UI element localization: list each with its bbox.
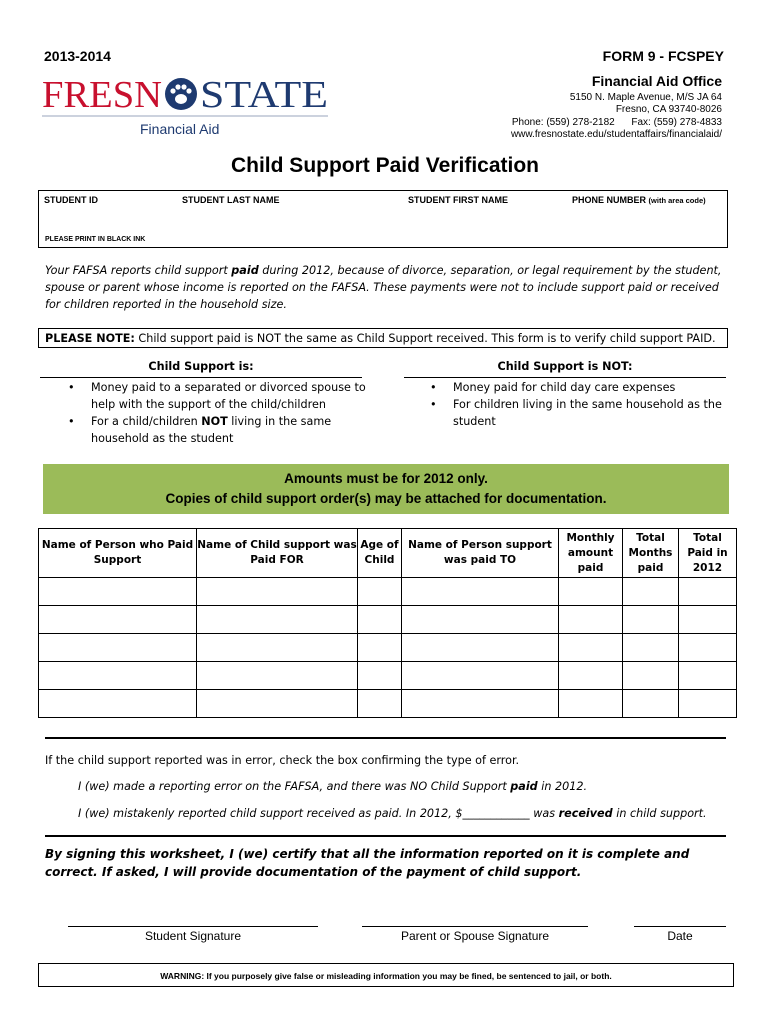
warning-box: WARNING: If you purposely give false or misleading information you may be fined, be sentenced to jail, or both. [38, 963, 734, 987]
website-link[interactable]: www.fresnostate.edu/studentaffairs/financialaid/ [510, 128, 722, 140]
page-title: Child Support Paid Verification [230, 154, 540, 177]
intro-paragraph: Your FAFSA reports child support paid during 2012, because of divorce, separation, or legal requirement by the student, spouse or parent whose income is reported on the FAFSA. These payments were not to include support paid or received for children reported in the household size. [45, 264, 722, 311]
error-option-no-support[interactable]: I (we) made a reporting error on the FAFSA, and there was NO Child Support paid in 2012. [78, 780, 588, 793]
student-signature-label: Student Signature [144, 929, 242, 943]
office-title: Financial Aid Office [591, 73, 722, 89]
col-header-payer: Name of Person who Paid Support [39, 529, 197, 578]
logo-text-right: STATE [200, 74, 328, 116]
phone-number-label [572, 195, 706, 205]
banner-line-2: Copies of child support order(s) may be attached for documentation. [165, 491, 607, 506]
child-support-not-heading: Child Support is NOT: [497, 360, 633, 373]
error-intro: If the child support reported was in error, check the box confirming the type of error. [45, 754, 520, 767]
table-row[interactable] [39, 690, 737, 718]
logo-subtitle: Financial Aid [140, 121, 220, 137]
col-header-total: Total Paid in 2012 [679, 529, 737, 578]
banner-line-1: Amounts must be for 2012 only. [284, 471, 488, 486]
paw-icon [165, 78, 197, 110]
col-header-recipient: Name of Person support was paid TO [402, 529, 559, 578]
col-header-monthly: Monthly amount paid [559, 529, 623, 578]
address-line-1: 5150 N. Maple Avenue, M/S JA 64 [569, 92, 722, 103]
phone-fax: Phone: (559) 278-2182 Fax: (559) 278-4833 [511, 116, 722, 128]
table-row[interactable] [39, 578, 737, 606]
logo-text-left: FRESN [42, 74, 162, 116]
student-last-name-label: STUDENT LAST NAME [182, 195, 280, 205]
divider [45, 835, 726, 837]
child-support-is-heading: Child Support is: [148, 360, 254, 373]
table-row[interactable] [39, 662, 737, 690]
col-header-months: Total Months paid [623, 529, 679, 578]
phone-label-text: PHONE NUMBER [572, 195, 647, 205]
list-item: • Money paid for child day care expenses [430, 381, 676, 394]
student-first-name-label: STUDENT FIRST NAME [408, 195, 508, 205]
phone-label-hint: (with area code) [648, 196, 706, 205]
student-signature-line[interactable] [68, 926, 318, 927]
child-support-not-list [430, 379, 730, 430]
form-id: FORM 9 - FCSPEY [602, 48, 724, 64]
date-line[interactable] [634, 926, 726, 927]
col-header-age: Age of Child [358, 529, 402, 578]
parent-signature-label: Parent or Spouse Signature [400, 929, 550, 943]
please-note-box [38, 328, 728, 348]
child-support-table [38, 528, 737, 718]
academic-year: 2013-2014 [44, 48, 111, 64]
child-support-is-list [68, 379, 368, 447]
amounts-banner [43, 464, 729, 514]
address-line-2: Fresno, CA 93740-8026 [615, 104, 722, 116]
error-option-received[interactable]: I (we) mistakenly reported child support received as paid. In 2012, $____________ was received in child support. [78, 807, 707, 820]
list-item: • Money paid to a separated or divorced spouse to help with the support of the child/children [68, 381, 366, 411]
certification-statement: By signing this worksheet, I (we) certify that all the information reported on it is complete and correct. If asked, I will provide documentation of the payment of child support. [45, 847, 690, 879]
list-item: • For children living in the same household as the student [430, 398, 722, 428]
fresno-state-logo [42, 74, 332, 140]
divider [45, 737, 726, 739]
please-note-label: PLEASE NOTE: [45, 332, 135, 345]
table-row[interactable] [39, 634, 737, 662]
list-item: • For a child/children NOT living in the same household as the student [68, 415, 332, 445]
student-id-label: STUDENT ID [44, 195, 98, 205]
col-header-child-name: Name of Child support was Paid FOR [197, 529, 358, 578]
office-address [511, 92, 722, 141]
parent-signature-line[interactable] [362, 926, 588, 927]
print-note: PLEASE PRINT IN BLACK INK [45, 236, 146, 243]
date-label: Date [667, 929, 693, 943]
table-row[interactable] [39, 606, 737, 634]
please-note-text: Child support paid is NOT the same as Child Support received. This form is to verify child support PAID. [134, 332, 716, 345]
